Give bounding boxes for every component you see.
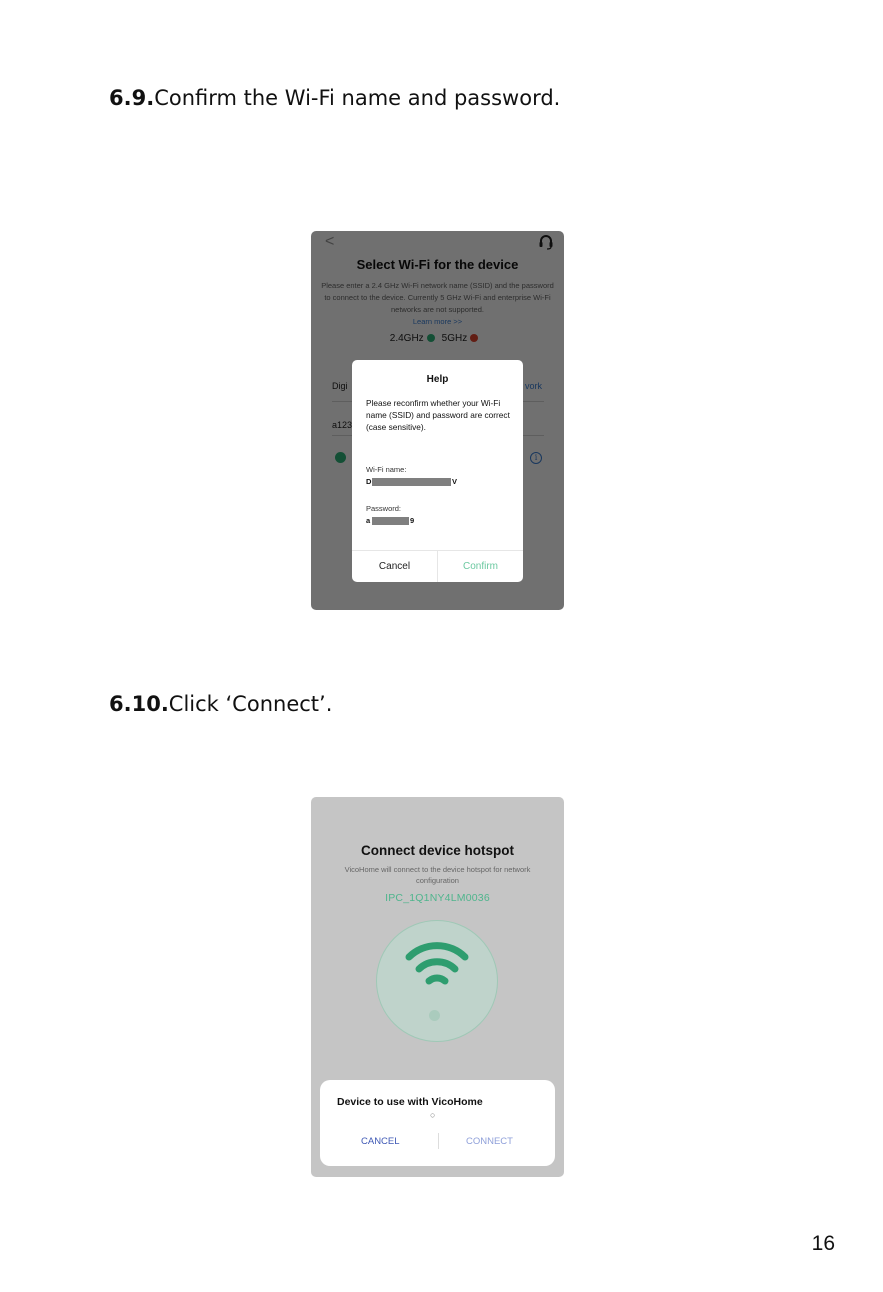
loading-spinner-icon: ○ [430,1110,436,1120]
redaction-bar [372,478,451,486]
wifi-name-last-char: V [452,477,458,486]
device-connect-sheet [320,1080,555,1166]
step-heading-6-10 [109,692,332,716]
page-number: 16 [811,1232,835,1255]
redaction-bar [372,517,409,525]
screen-description: VicoHome will connect to the device hotspot for network configuration [344,865,531,885]
step-text: Click ‘Connect’. [168,692,333,716]
step-heading-6-9 [109,86,560,110]
wifi-name-label: Wi-Fi name: [366,465,407,474]
sheet-divider [438,1133,439,1149]
screen-title: Connect device hotspot [360,843,514,858]
connect-hotspot-screenshot [311,797,564,1177]
cancel-button[interactable]: CANCEL [361,1136,400,1147]
wifi-name-first-char: D [366,477,372,486]
dialog-message: Please reconfirm whether your Wi-Fi name (SSID) and password are correct (case sensitive). [366,398,510,432]
password-first-char: a [366,516,371,525]
password-last-char: 9 [410,516,415,525]
dialog-title: Help [426,374,449,385]
signal-dot-icon [429,1010,440,1021]
wifi-select-screenshot [311,231,564,610]
help-dialog [352,360,523,582]
step-number: 6.10. [109,692,169,716]
device-ssid: IPC_1Q1NY4LM0036 [385,892,490,904]
step-text: Confirm the Wi-Fi name and password. [154,86,561,110]
sheet-title: Device to use with VicoHome [337,1096,483,1108]
connect-button[interactable]: CONNECT [466,1136,513,1147]
confirm-button[interactable]: Confirm [462,561,498,572]
step-number: 6.9. [109,86,155,110]
cancel-button[interactable]: Cancel [378,561,411,572]
password-label: Password: [366,504,402,513]
wifi-icon [405,940,469,990]
